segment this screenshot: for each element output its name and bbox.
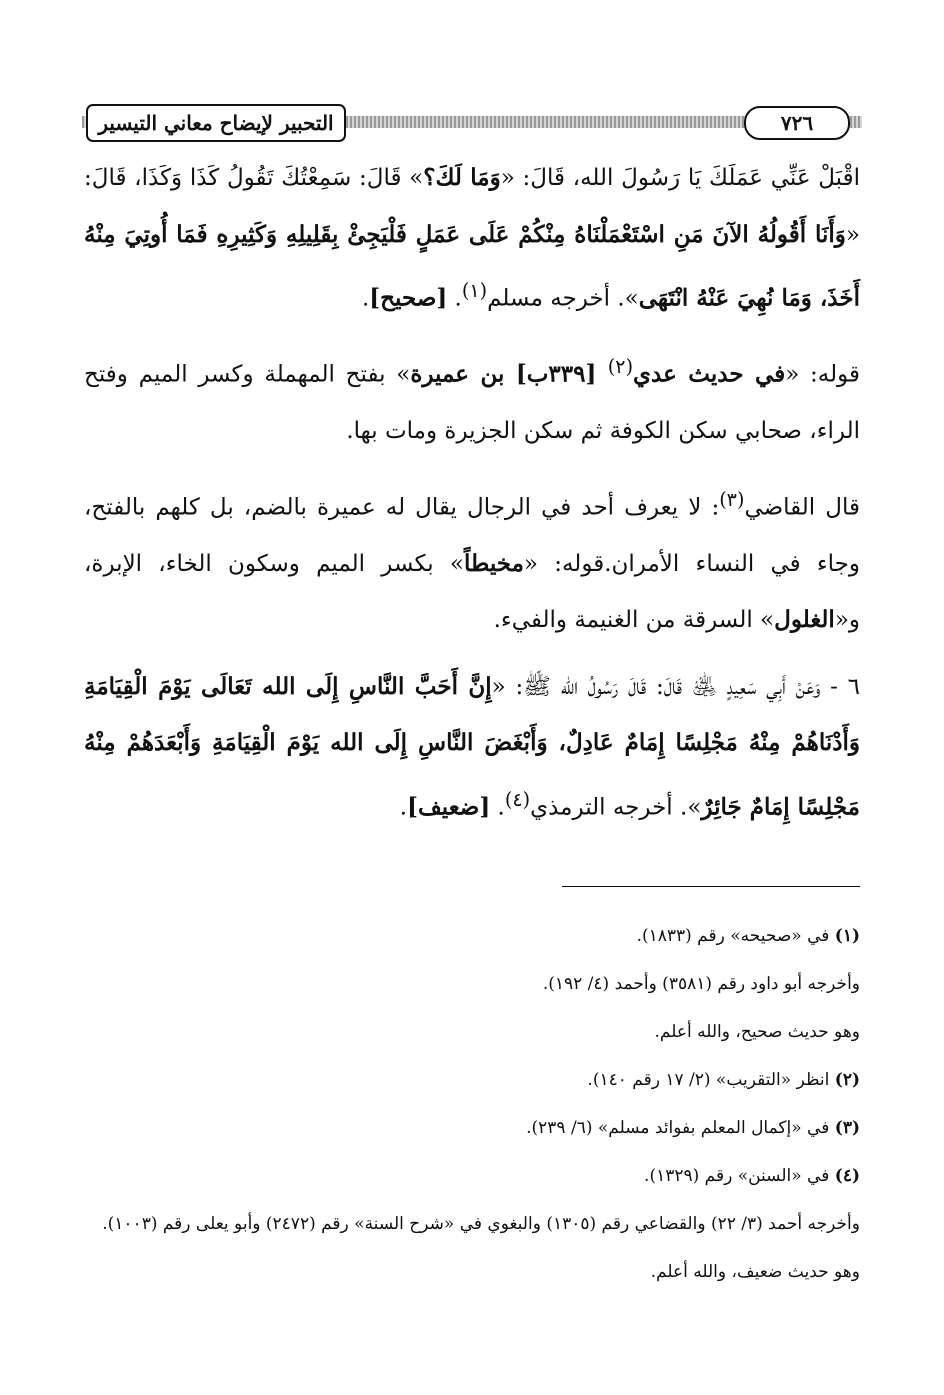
footnote-ref-4: (٤) — [504, 787, 531, 811]
footnote-1: (١) في «صحيحه» رقم (١٨٣٣). — [636, 926, 860, 946]
running-title: التحبير لإيضاح معاني التيسير — [86, 104, 346, 142]
footnote-ref-2: (٢) — [607, 355, 634, 379]
paragraph-hadith-continuation: اقْبَلْ عَنِّي عَمَلَكَ يَا رَسُولَ الله، قَالَ: «وَمَا لَكَ؟» قَالَ: سَمِعْتُكَ تَقُولُ كَذَا وَكَذَا، قَالَ: «وَأَنَا أَقُولُهُ الآنَ مَنِ اسْتَعْمَلْنَاهُ مِنْكُمْ عَلَى عَمَلٍ فَلْيَجِئْ بِقَلِيلِهِ وَكَثِيرِهِ فَمَا أُوتِيَ مِنْهُ أَخَذَ، وَمَا نُهِيَ عَنْهُ انْتَهَى». أخرجه مسلم$^{(١)}$. [صحيح]. — [84, 164, 860, 312]
footnote-1-line-3: وهو حديث صحيح، والله أعلم. — [654, 1022, 860, 1042]
footnotes — [84, 918, 860, 1302]
page-header — [82, 102, 862, 148]
paragraph-hadith-6: ٦ - وَعَنْ أَبِي سَعِيدٍ ﵁ قَالَ: قَالَ رَسُولُ الله ﷺ: «إِنَّ أَحَبَّ النَّاسِ إِلَى الله تَعَالَى يَوْمَ الْقِيَامَةِ وَأَدْنَاهُمْ مِنْهُ مَجْلِسًا إِمَامٌ عَادِلٌ، وَأَبْغَضَ النَّاسِ إِلَى الله يَوْمَ الْقِيَامَةِ وَأَبْعَدَهُمْ مِنْهُ مَجْلِسًا إِمَامٌ جَائِرٌ». أخرجه الترمذي$^{(٤)}$. [ضعيف]. — [84, 672, 860, 821]
footnote-separator — [562, 886, 860, 887]
grade-label: [ضعيف] — [407, 793, 491, 821]
page-number: ٧٢٦ — [744, 106, 850, 140]
footnote-ref-3: (٣) — [719, 487, 745, 511]
footnote-3: (٣) في «إكمال المعلم بفوائد مسلم» (٦/ ٢٣٩). — [526, 1118, 860, 1138]
footnote-4-line-2: وأخرجه أحمد (٣/ ٢٢) والقضاعي رقم (١٣٠٥) والبغوي في «شرح السنة» رقم (٢٤٧٢) وأبو يعلى رقم (١٠٠٣). — [102, 1214, 860, 1234]
paragraph-commentary-adi: قوله: «في حديث عدي$^{(٢)}$ [٣٣٩ب] بن عميرة» بفتح المهملة وكسر الميم وفتح الراء، صحابي سكن الكوفة ثم سكن الجزيرة ومات بها. — [84, 355, 860, 445]
footnote-4: (٤) في «السنن» رقم (١٣٢٩). — [644, 1166, 860, 1186]
main-text — [84, 150, 860, 836]
footnote-4-line-3: وهو حديث ضعيف، والله أعلم. — [650, 1262, 860, 1282]
footnote-2: (٢) انظر «التقريب» (٢/ ١٧ رقم ١٤٠). — [587, 1070, 860, 1090]
grade-label: [صحيح] — [369, 284, 448, 312]
footnote-1-line-2: وأخرجه أبو داود رقم (٣٥٨١) وأحمد (٤/ ١٩٢). — [542, 974, 860, 994]
footnote-ref-1: (١) — [461, 279, 488, 302]
paragraph-commentary-qadi: قال القاضي$^{(٣)}$: لا يعرف أحد في الرجال يقال له عميرة بالضم، بل كلهم بالفتح، وجاء في النساء الأمران.قوله: «مخيطاً» بكسر الميم وسكون الخاء، الإبرة، و«الغلول» السرقة من الغنيمة والفيء. — [84, 487, 861, 634]
